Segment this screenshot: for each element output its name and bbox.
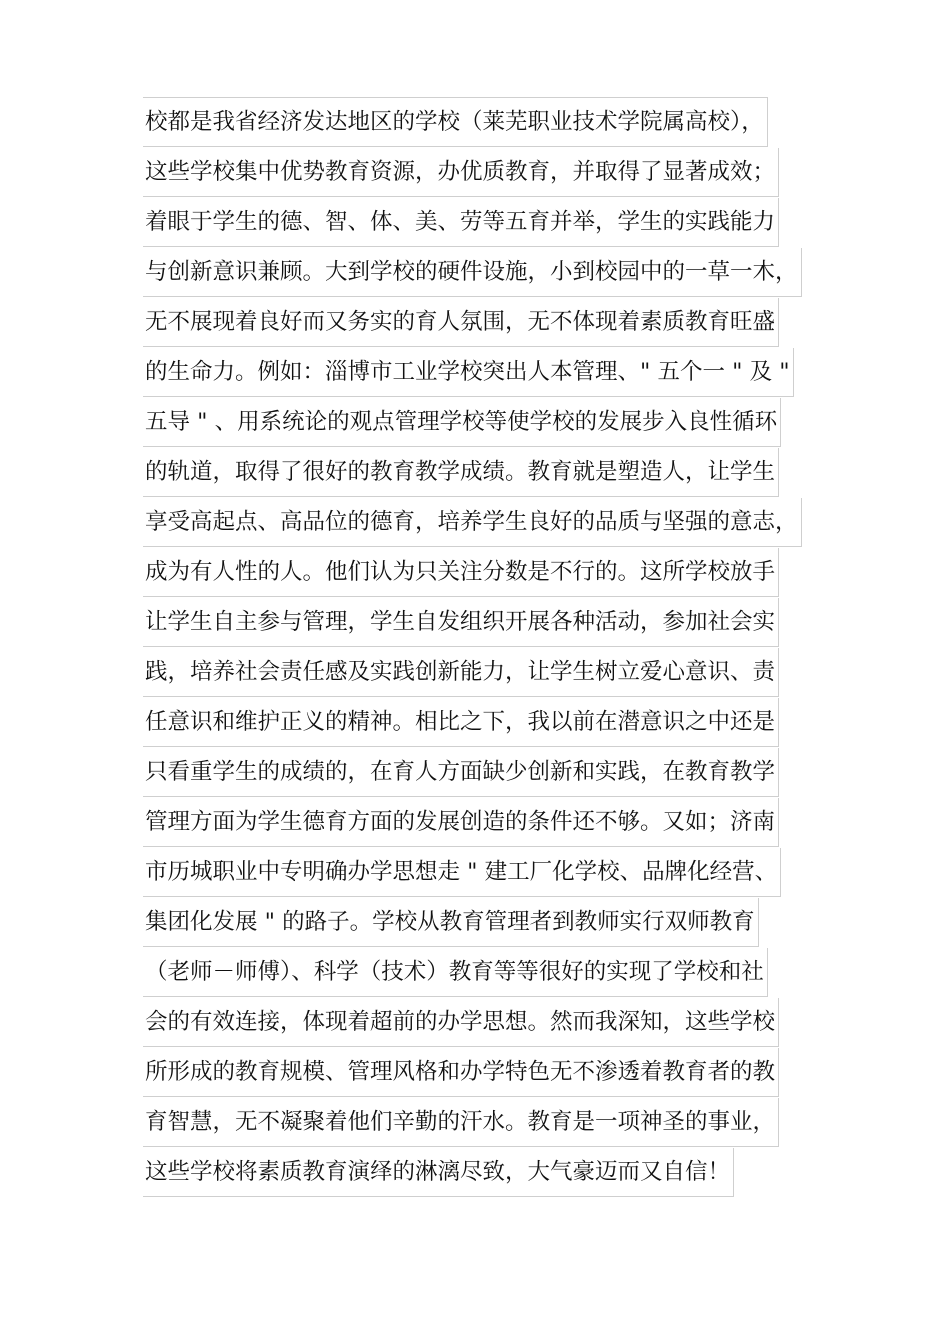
text-line: 五导 " 、用系统论的观点管理学校等使学校的发展步入良性循环 [143,397,823,447]
text-line: 着眼于学生的德、智、体、美、劳等五育并举，学生的实践能力 [143,197,823,247]
text-line: 集团化发展 " 的路子。学校从教育管理者到教师实行双师教育 [143,897,823,947]
text-line: 会的有效连接，体现着超前的办学思想。然而我深知，这些学校 [143,997,823,1047]
text-line: 这些学校将素质教育演绎的淋漓尽致，大气豪迈而又自信！ [143,1147,823,1197]
text-line: 这些学校集中优势教育资源，办优质教育，并取得了显著成效； [143,147,823,197]
text-line: （老师－师傅）、科学（技术）教育等等很好的实现了学校和社 [143,947,823,997]
text-line: 享受高起点、高品位的德育，培养学生良好的品质与坚强的意志， [143,497,823,547]
text-line: 与创新意识兼顾。大到学校的硬件设施，小到校园中的一草一木， [143,247,823,297]
text-line: 育智慧，无不凝聚着他们辛勤的汗水。教育是一项神圣的事业， [143,1097,823,1147]
text-line: 任意识和维护正义的精神。相比之下，我以前在潜意识之中还是 [143,697,823,747]
text-line: 成为有人性的人。他们认为只关注分数是不行的。这所学校放手 [143,547,823,597]
body-text [143,97,823,1197]
text-line: 所形成的教育规模、管理风格和办学特色无不渗透着教育者的教 [143,1047,823,1097]
text-line: 的轨道，取得了很好的教育教学成绩。教育就是塑造人，让学生 [143,447,823,497]
text-line: 只看重学生的成绩的，在育人方面缺少创新和实践，在教育教学 [143,747,823,797]
text-line: 让学生自主参与管理，学生自发组织开展各种活动，参加社会实 [143,597,823,647]
text-line: 践，培养社会责任感及实践创新能力，让学生树立爱心意识、责 [143,647,823,697]
text-line: 校都是我省经济发达地区的学校（莱芜职业技术学院属高校）， [143,97,823,147]
text-line: 市历城职业中专明确办学思想走 " 建工厂化学校、品牌化经营、 [143,847,823,897]
text-line: 管理方面为学生德育方面的发展创造的条件还不够。又如；济南 [143,797,823,847]
text-line: 无不展现着良好而又务实的育人氛围，无不体现着素质教育旺盛 [143,297,823,347]
text-line: 的生命力。例如：淄博市工业学校突出人本管理、" 五个一 " 及 " [143,347,823,397]
